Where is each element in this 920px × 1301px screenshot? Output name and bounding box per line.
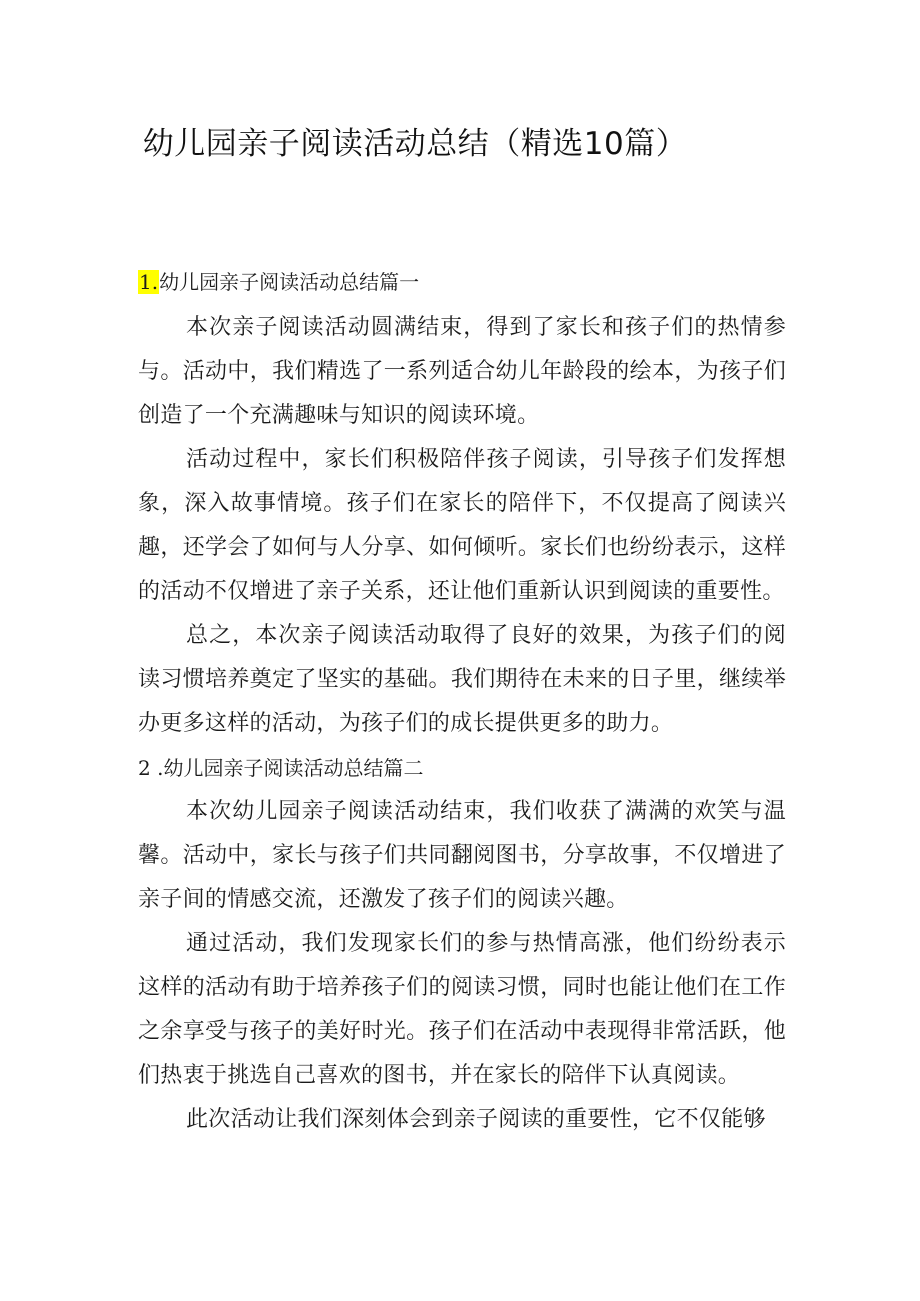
section-2-title: 幼儿园亲子阅读活动总结篇二 <box>163 756 424 780</box>
section-2-number: 2 . <box>138 756 164 780</box>
section-2-paragraph-2: 通过活动，我们发现家长们的参与热情高涨，他们纷纷表示这样的活动有助于培养孩子们的阅读习惯，同时也能让他们在工作之余享受与孩子的美好时光。孩子们在活动中表现得非常活跃，他们热衷于挑选自己喜欢的图书，并在家长的陪伴下认真阅读。 <box>138 931 786 1088</box>
section-1-number: 1. <box>139 270 159 294</box>
document-title: 幼儿园亲子阅读活动总结（精选10篇） <box>142 126 688 162</box>
document-body <box>138 262 786 1142</box>
section-2-heading <box>138 748 786 788</box>
section-1-title: 幼儿园亲子阅读活动总结篇一 <box>159 270 420 294</box>
section-1-paragraph-1: 本次亲子阅读活动圆满结束，得到了家长和孩子们的热情参与。活动中，我们精选了一系列适合幼儿年龄段的绘本，为孩子们创造了一个充满趣味与知识的阅读环境。 <box>138 315 786 428</box>
section-1-heading <box>138 262 786 302</box>
section-1-paragraph-3: 总之，本次亲子阅读活动取得了良好的效果，为孩子们的阅读习惯培养奠定了坚实的基础。我们期待在未来的日子里，继续举办更多这样的活动，为孩子们的成长提供更多的助力。 <box>138 623 786 736</box>
section-2-paragraph-1: 本次幼儿园亲子阅读活动结束，我们收获了满满的欢笑与温馨。活动中，家长与孩子们共同翻阅图书，分享故事，不仅增进了亲子间的情感交流，还激发了孩子们的阅读兴趣。 <box>138 799 786 912</box>
section-1-paragraph-2: 活动过程中，家长们积极陪伴孩子阅读，引导孩子们发挥想象，深入故事情境。孩子们在家长的陪伴下，不仅提高了阅读兴趣，还学会了如何与人分享、如何倾听。家长们也纷纷表示，这样的活动不仅增进了亲子关系，还让他们重新认识到阅读的重要性。 <box>138 447 786 604</box>
section-2-paragraph-3: 此次活动让我们深刻体会到亲子阅读的重要性，它不仅能够 <box>186 1107 766 1132</box>
